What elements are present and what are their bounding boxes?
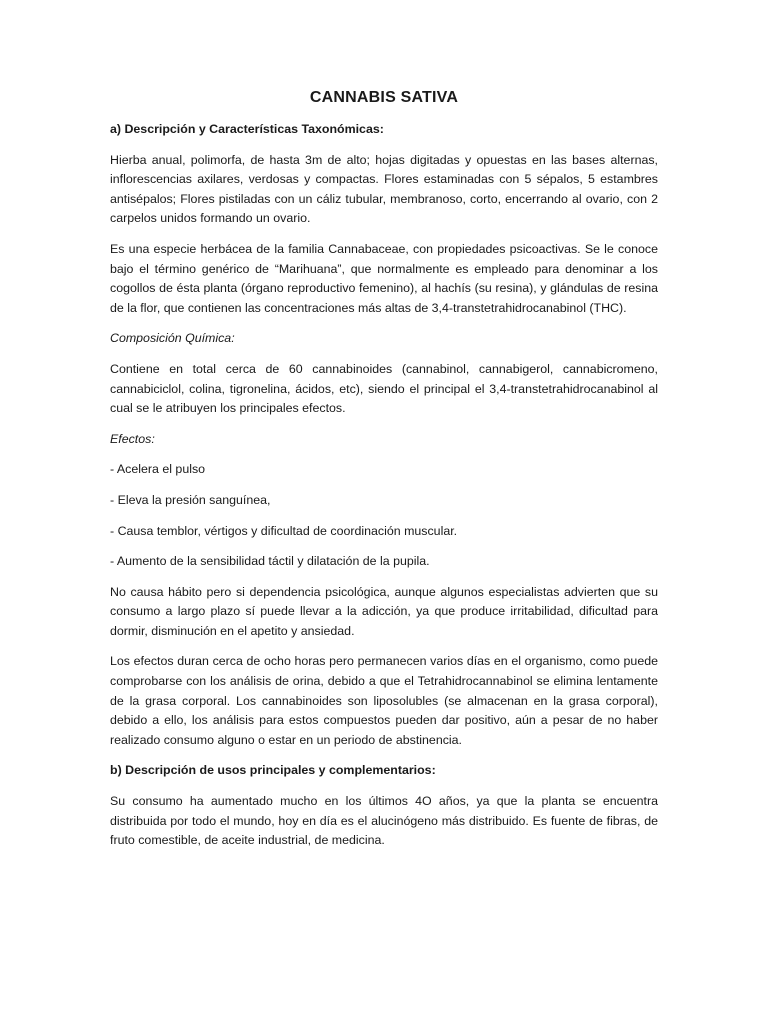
document-title: CANNABIS SATIVA bbox=[309, 89, 459, 106]
effect-item: - Acelera el pulso bbox=[110, 462, 206, 477]
document-page bbox=[110, 86, 658, 862]
section-a-heading: a) Descripción y Características Taxonómicas: bbox=[110, 122, 384, 136]
section-b-heading: b) Descripción de usos principales y complementarios: bbox=[110, 763, 436, 778]
effect-item: - Eleva la presión sanguínea, bbox=[110, 492, 271, 507]
paragraph-description: Hierba anual, polimorfa, de hasta 3m de alto; hojas digitadas y opuestas en las bases alternas, inflorescencias axilares, verdosas y compactas. Flores estaminadas con 5 sépalos, 5 estambres antisépalos; Flores pistiladas con un cáliz tubular, membranoso, corto, encerrando al ovario, con 2 carpelos unidos formando un ovario. bbox=[110, 152, 658, 226]
subheading-effects: Efectos: bbox=[110, 431, 155, 446]
subheading-composition: Composición Química: bbox=[110, 331, 235, 346]
paragraph-composition: Contiene en total cerca de 60 cannabinoides (cannabinol, cannabigerol, cannabicromeno, cannabiciclol, colina, tigronelina, ácidos, etc), siendo el principal el 3,4-transtetrahidrocanabinol al cual se le atribuyen los principales efectos. bbox=[110, 361, 658, 416]
effect-item: - Aumento de la sensibilidad táctil y dilatación de la pupila. bbox=[110, 554, 430, 569]
paragraph-dependency: No causa hábito pero si dependencia psicológica, aunque algunos especialistas advierten que su consumo a largo plazo sí puede llevar a la adicción, ya que produce irritabilidad, dificultad para dormir, disminución en el apetito y ansiedad. bbox=[110, 584, 658, 638]
paragraph-species: Es una especie herbácea de la familia Cannabaceae, con propiedades psicoactivas. Se le conoce bajo el término genérico de “Marihuana”, que normalmente es empleado para denominar a los cogollos de ésta planta (órgano reproductivo femenino), al hachís (su resina), y glándulas de resina de la flor, que contienen las concentraciones más altas de 3,4-transtetrahidrocanabinol (THC). bbox=[110, 241, 658, 315]
paragraph-uses: Su consumo ha aumentado mucho en los últimos 4O años, ya que la planta se encuentra distribuida por todo el mundo, hoy en día es el alucinógeno más distribuido. Es fuente de fibras, de fruto comestible, de aceite industrial, de medicina. bbox=[110, 794, 658, 848]
effect-item: - Causa temblor, vértigos y dificultad de coordinación muscular. bbox=[110, 523, 458, 538]
paragraph-duration: Los efectos duran cerca de ocho horas pero permanecen varios días en el organismo, como puede comprobarse con los análisis de orina, debido a que el Tetrahidrocannabinol se elimina lentamente de la grasa corporal. Los cannabinoides son liposolubles (se almacenan en la grasa corporal), debido a ello, los análisis para estos compuestos pueden dar positivo, aún a pesar de no haber realizado consumo alguno o estar en un periodo de abstinencia. bbox=[110, 654, 658, 747]
